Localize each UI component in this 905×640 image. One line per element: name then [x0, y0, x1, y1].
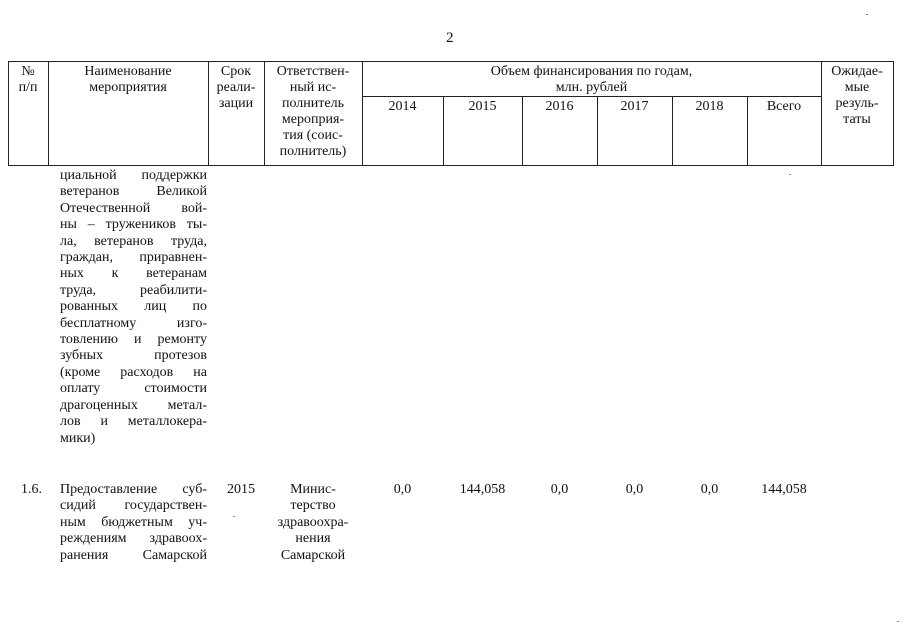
text-line: Отечественной вой-	[60, 200, 207, 216]
row-number: 1.6.	[21, 482, 42, 497]
scan-speck	[866, 14, 868, 15]
value-2015: 144,058	[459, 482, 506, 497]
header-year-2018: 2018	[695, 99, 724, 114]
scan-speck	[789, 174, 791, 175]
text-line: драгоценных метал-	[60, 397, 207, 413]
value-2017: 0,0	[625, 482, 644, 497]
text-line: лов и металлокера-	[60, 414, 207, 430]
row-responsible: Минис- терство здравоохра- нения Самарской	[277, 482, 349, 563]
text-line: ны – тружеников ты-	[60, 217, 207, 233]
header-col-number: № п/п	[18, 64, 38, 95]
col-border-right	[893, 61, 894, 166]
text-line: зубных протезов	[60, 348, 207, 364]
text-line: (кроме расходов на	[60, 364, 207, 380]
header-col-responsible: Ответствен- ный ис- полнитель мероприя- тия (соис- полнитель)	[276, 64, 350, 159]
text-line: циальной поддержки	[60, 168, 207, 183]
text-line: мики)	[60, 430, 96, 446]
header-bottom-border	[8, 165, 894, 166]
value-2016: 0,0	[550, 482, 569, 497]
row-name-text	[60, 482, 207, 564]
row-term: 2015	[227, 482, 255, 497]
text-line: ных к ветеранам	[60, 266, 207, 282]
text-line: рованных лиц по	[60, 299, 207, 315]
years-divider-line	[362, 96, 821, 97]
text-line: ранения Самарской	[60, 547, 207, 563]
text-line: бесплатному изго-	[60, 315, 207, 331]
value-2018: 0,0	[700, 482, 719, 497]
header-col-results: Ожидае- мые резуль- таты	[831, 64, 883, 127]
text-line: граждан, приравнен-	[60, 250, 207, 266]
header-top-border	[8, 61, 894, 62]
header-year-2015: 2015	[468, 99, 497, 114]
continuation-name-text	[60, 168, 207, 447]
scan-speck	[233, 516, 235, 517]
header-year-2014: 2014	[388, 99, 417, 114]
header-col-name: Наименование мероприятия	[84, 64, 172, 95]
header-total: Всего	[766, 99, 802, 114]
text-line: ветеранов Великой	[60, 184, 207, 200]
text-line: труда, реабилити-	[60, 282, 207, 298]
text-line: сидий государствен-	[60, 498, 207, 514]
header-year-2017: 2017	[620, 99, 649, 114]
text-line: ла, ветеранов труда,	[60, 233, 207, 249]
header-col-funding: Объем финансирования по годам, млн. рублей	[490, 64, 693, 95]
text-line: Предоставление суб-	[60, 482, 207, 497]
text-line: оплату стоимости	[60, 381, 207, 397]
text-line: ным бюджетным уч-	[60, 514, 207, 530]
value-total: 144,058	[761, 482, 807, 497]
page-number: 2	[446, 30, 454, 46]
scan-speck	[897, 621, 899, 622]
header-col-term: Срок реали- зации	[216, 64, 256, 111]
header-year-2016: 2016	[545, 99, 574, 114]
text-line: товлению и ремонту	[60, 332, 207, 348]
text-line: реждениям здравоох-	[60, 531, 207, 547]
value-2014: 0,0	[393, 482, 412, 497]
